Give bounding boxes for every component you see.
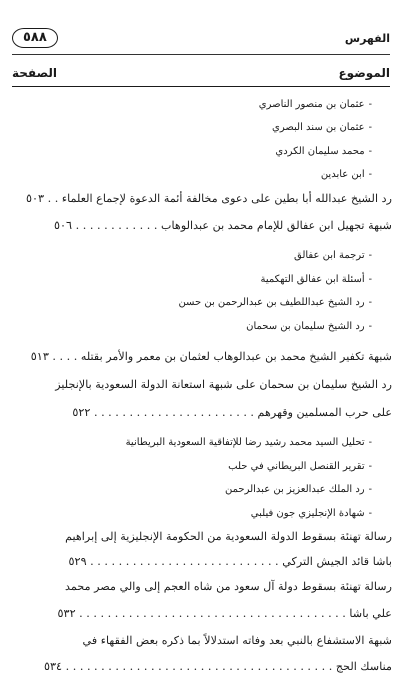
index-entry xyxy=(8,350,392,364)
entry-page-number: ٥٣٤ xyxy=(44,660,66,673)
bullet-dash: - xyxy=(368,169,372,180)
page-column-header: الصفحة xyxy=(12,66,58,80)
entry-title: رد الشيخ عبدالله أبا بطين على دعوى مخالفة أئمة الدعوة لإجماع العلماء xyxy=(61,192,392,205)
index-subentry xyxy=(8,296,392,310)
column-headers xyxy=(12,62,390,84)
entry-title: مناسك الحج xyxy=(335,660,392,673)
entry-title: شبهة تكفير الشيخ محمد بن عبدالوهاب لعثمان بن معمر والأمر بقتله xyxy=(80,350,392,363)
entry-title: شبهة الاستشفاع بالنبي بعد وفاته استدلالاً بما ذكره بعض الفقهاء في xyxy=(82,634,392,647)
index-entry xyxy=(8,634,392,648)
index-entry xyxy=(8,580,392,594)
column-rule xyxy=(12,86,390,87)
bullet-dash: - xyxy=(368,461,372,472)
leader-dots: . . . . . . . . . . . . xyxy=(75,219,161,232)
entry-title: رد الشيخ عبداللطيف بن عبدالرحمن بن حسن xyxy=(178,297,365,308)
entry-title: باشا قائد الجيش التركي xyxy=(282,555,392,568)
entry-title: على حرب المسلمين وقهرهم xyxy=(257,406,392,419)
leader-dots: . . . . . . . . . . . . . . . . . . . . . . . xyxy=(93,406,258,419)
entry-page-number: ٥٢٩ xyxy=(68,555,91,568)
entry-title: تحليل السيد محمد رشيد رضا للإتفاقية السعودية البريطانية xyxy=(125,437,365,448)
index-subentry xyxy=(8,98,392,112)
entry-title: علي باشا xyxy=(349,607,392,620)
index-entry xyxy=(8,555,392,569)
index-entry xyxy=(8,607,392,621)
running-title: الفهرس xyxy=(344,31,390,45)
entry-title: محمد سليمان الكردي xyxy=(275,146,365,157)
index-subentry xyxy=(8,273,392,287)
index-subentry xyxy=(8,460,392,474)
entry-title: شبهة تجهيل ابن عفالق للإمام محمد بن عبدالوهاب xyxy=(160,219,392,232)
entry-page-number: ٥٢٢ xyxy=(72,406,94,419)
page-header xyxy=(12,26,390,50)
entry-title: أسئلة ابن عفالق التهكمية xyxy=(260,274,365,285)
index-entry xyxy=(8,219,392,233)
index-subentry xyxy=(8,436,392,450)
page-number: ٥٨٨ xyxy=(12,28,58,48)
entry-page-number: ٥٣٢ xyxy=(57,607,80,620)
bullet-dash: - xyxy=(368,508,372,519)
topic-column-header: الموضوع xyxy=(338,66,390,80)
bullet-dash: - xyxy=(368,146,372,157)
entry-page-number: ٥١٣ xyxy=(30,350,53,363)
bullet-dash: - xyxy=(368,297,372,308)
entry-title: شهادة الإنجليزي جون فيلبي xyxy=(250,508,365,519)
entry-title: ترجمة ابن عفالق xyxy=(293,250,365,261)
leader-dots: . . . . . . . . . . . . . . . . . . . . . . . . . . . . . . . . . . . . . . xyxy=(79,607,350,620)
index-subentry xyxy=(8,507,392,521)
entry-page-number: ٥٠٦ xyxy=(54,219,76,232)
entry-title: ابن عابدين xyxy=(320,169,365,180)
index-subentry xyxy=(8,168,392,182)
index-subentry xyxy=(8,320,392,334)
entry-title: رد الشيخ سليمان بن سحمان على شبهة استعانة الدولة السعودية بالإنجليز xyxy=(55,378,392,391)
leader-dots: . . . . xyxy=(52,350,81,363)
bullet-dash: - xyxy=(368,122,372,133)
header-rule xyxy=(12,54,390,55)
entry-title: رسالة تهنئة بسقوط الدولة السعودية من الحكومة الإنجليزية إلى إبراهيم xyxy=(65,530,392,543)
entry-title: عثمان بن منصور الناصري xyxy=(258,99,365,110)
entry-title: عثمان بن سند البصري xyxy=(272,122,365,133)
index-entry xyxy=(8,192,392,206)
entry-title: رد الملك عبدالعزيز بن عبدالرحمن xyxy=(225,484,365,495)
leader-dots: . . . . . . . . . . . . . . . . . . . . . . . . . . . xyxy=(90,555,283,568)
index-entry xyxy=(8,378,392,392)
entry-page-number: ٥٠٣ xyxy=(26,192,48,205)
bullet-dash: - xyxy=(368,484,372,495)
bullet-dash: - xyxy=(368,321,372,332)
bullet-dash: - xyxy=(368,437,372,448)
index-entry xyxy=(8,406,392,420)
bullet-dash: - xyxy=(368,99,372,110)
index-entry xyxy=(8,530,392,544)
bullet-dash: - xyxy=(368,274,372,285)
index-subentry xyxy=(8,483,392,497)
entry-title: رسالة تهنئة بسقوط دولة آل سعود من شاه العجم إلى والي مصر محمد xyxy=(65,580,392,593)
entry-title: تقرير القنصل البريطاني في حلب xyxy=(228,461,365,472)
entry-title: رد الشيخ سليمان بن سحمان xyxy=(246,321,365,332)
leader-dots: . . . . . . . . . . . . . . . . . . . . . . . . . . . . . . . . . . . . . . xyxy=(65,660,336,673)
index-subentry xyxy=(8,249,392,263)
index-subentry xyxy=(8,145,392,159)
bullet-dash: - xyxy=(368,250,372,261)
index-subentry xyxy=(8,121,392,135)
index-entry xyxy=(8,660,392,674)
leader-dots: . . xyxy=(47,192,62,205)
